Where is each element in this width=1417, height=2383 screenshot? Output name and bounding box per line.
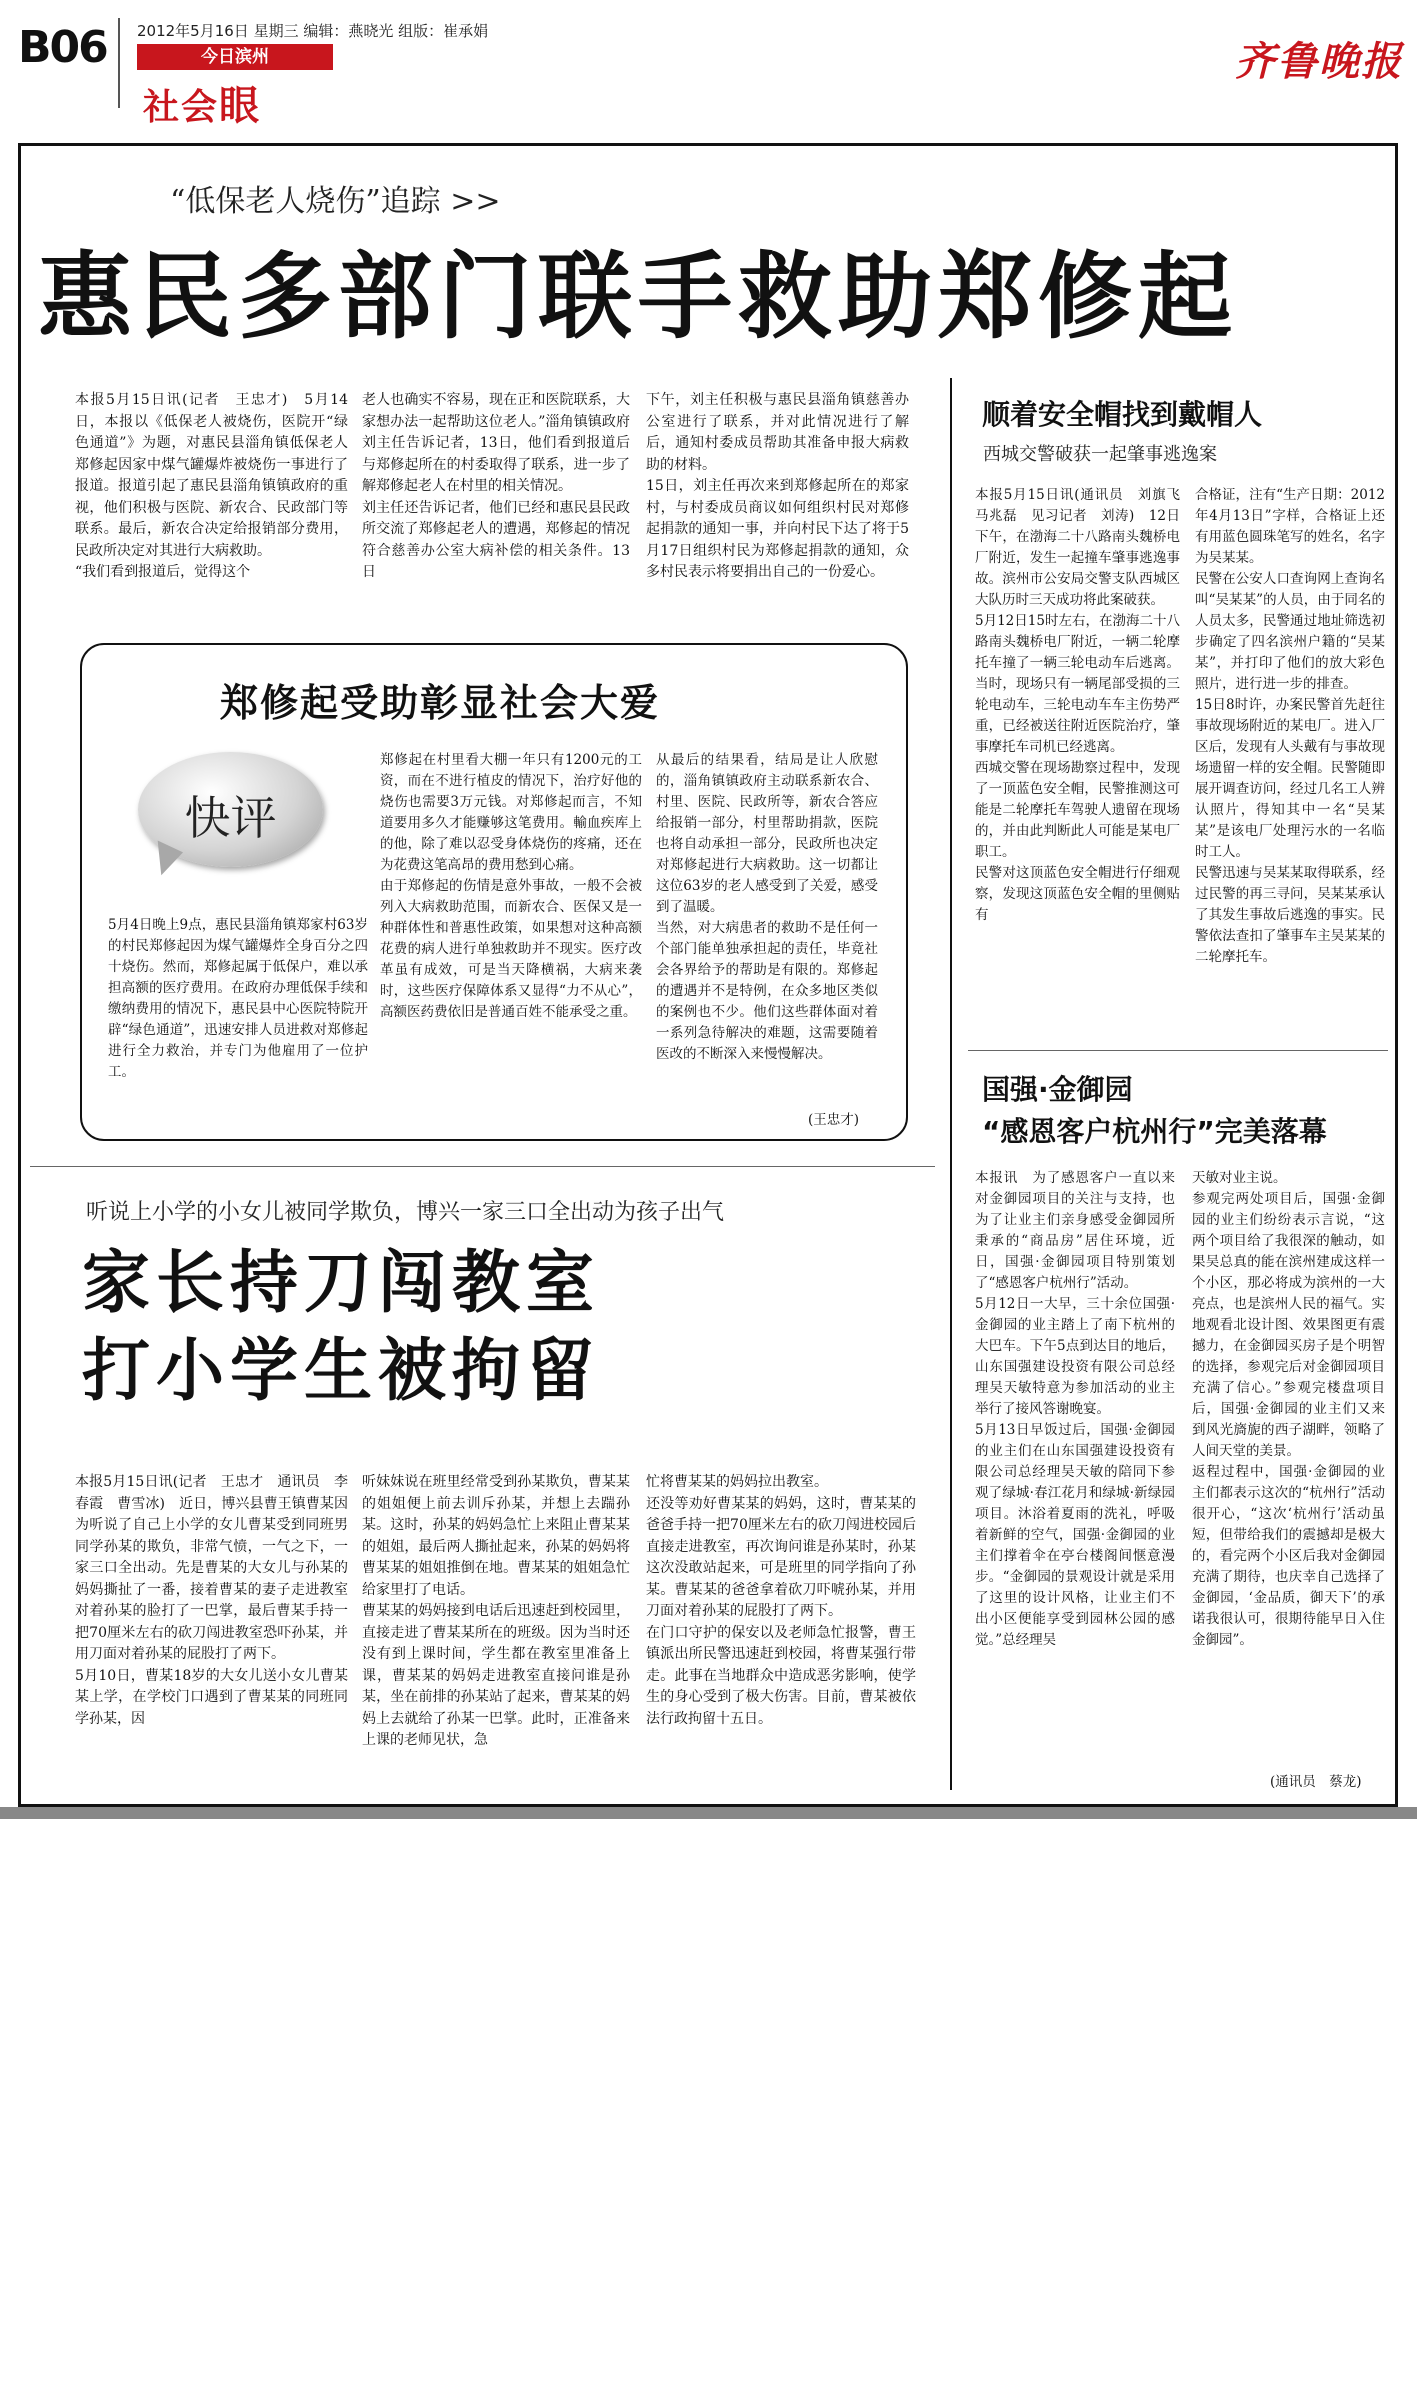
article3-col2: 合格证，注有“生产日期：2012年4月13日”字样，合格证上还有用蓝色圆珠笔写的姓名，名字为吴某某。 民警在公安人口查询网上查询名叫“吴某某”的人员，由于同名的人员太多，民警通过地址筛选初步确定了四名滨州户籍的“吴某某”，并打印了他们的放大彩色照片，进行进一步的排查。 15日8时许，办案民警首先赶往事故现场附近的某电厂。进入厂区后，发现有人头戴有与事故现场遗留一样的安全帽。民警随即展开调查访问，经过几名工人辨认照片，得知其中一名“吴某某”是该电厂处理污水的一名临时工人。 民警迅速与吴某某取得联系，经过民警的再三寻问，吴某某承认了其发生事故后逃逸的事实。民警依法查扣了肇事车主吴某某的二轮摩托车。 <box>1195 487 1385 965</box>
issue-meta: 2012年5月16日 星期三 编辑：燕晓光 组版：崔承娟 <box>137 22 489 40</box>
commentary-bubble-label: 快评 <box>184 791 277 845</box>
article1-col2: 老人也确实不容易，现在正和医院联系，大家想办法一起帮助这位老人。”淄角镇镇政府刘主任告诉记者，13日，他们看到报道后与郑修起所在的村委取得了联系，进一步了解郑修起老人在村里的相关情况。 刘主任还告诉记者，他们已经和惠民县民政所交流了郑修起老人的遭遇，郑修起的情况符合慈善办公室大病补偿的相关条件。13日 <box>362 392 630 580</box>
commentary-byline: (王忠才) <box>808 1112 860 1128</box>
article4-headline-line1: 国强·金御园 <box>982 1073 1133 1106</box>
article3-headline: 顺着安全帽找到戴帽人 <box>982 398 1263 431</box>
article2-headline-line2: 打小学生被拘留 <box>82 1332 601 1411</box>
section-title-a: 社会 <box>143 87 220 128</box>
commentary-col3: 从最后的结果看，结局是让人欣慰的，淄角镇镇政府主动联系新农合、村里、医院、民政所等，新农合答应给报销一部分，村里帮助捐款，医院也将自动承担一部分，民政所也决定对郑修起进行大病救助。这一切都让这位63岁的老人感受到了关爱，感受到了温暖。 当然，对大病患者的救助不是任何一个部门能单独承担起的责任，毕竟社会各界给予的帮助是有限的。郑修起的遭遇并不是特例，在众多地区类似的案例也不少。他们这些群体面对着一系列急待解决的难题，这需要随着医改的不断深入来慢慢解决。 <box>656 752 878 1062</box>
commentary-col1: 5月4日晚上9点，惠民县淄角镇郑家村63岁的村民郑修起因为煤气罐爆炸全身百分之四十烧伤。然而，郑修起属于低保户，难以承担高额的医疗费用。在政府办理低保手续和缴纳费用的情况下，惠民县中心医院特院开辟“绿色通道”，迅速安排人员进救对郑修起进行全力救治，并专门为他雇用了一位护工。 <box>108 917 368 1080</box>
column-divider <box>950 378 952 1790</box>
article4-byline: (通讯员 蔡龙) <box>1270 1774 1362 1790</box>
masthead-divider <box>118 18 120 108</box>
commentary-title: 郑修起受助彰显社会大爱 <box>220 681 661 725</box>
article1-headline: 惠民多部门联手救助郑修起 <box>38 243 1239 352</box>
article4-headline-line2: “感恩客户杭州行”完美落幕 <box>982 1115 1327 1148</box>
newspaper-logo: 齐鲁晚报 <box>1235 38 1403 85</box>
article1-kicker: “低保老人烧伤”追踪 >> <box>170 184 501 219</box>
article2-headline-line1: 家长持刀闯教室 <box>82 1244 601 1323</box>
article2-kicker: 听说上小学的小女儿被同学欺负，博兴一家三口全出动为孩子出气 <box>86 1200 725 1225</box>
article4-col1: 本报讯 为了感恩客户一直以来对金御园项目的关注与支持，也为了让业主们亲身感受金御园所秉承的“商品房”居住环境，近日，国强·金御园项目特别策划了“感恩客户杭州行”活动。 5月12日一大早，三十余位国强·金御园的业主踏上了南下杭州的大巴车。下午5点到达目的地后，山东国强建设投资有限公司总经理吴天敏特意为参加活动的业主举行了接风答谢晚宴。 5月13日早饭过后，国强·金御园的业主们在山东国强建设投资有限公司总经理吴天敏的陪同下参观了绿城·春江花月和绿城·新绿园项目。沐浴着夏雨的洗礼，呼吸着新鲜的空气，国强·金御园的业主们撑着伞在亭台楼阁间惬意漫步。“金御园的景观设计就是采用了这里的设计风格，让业主们不出小区便能享受到园林公园的感觉。”总经理吴 <box>975 1170 1175 1648</box>
commentary-col2: 郑修起在村里看大棚一年只有1200元的工资，而在不进行植皮的情况下，治疗好他的烧伤也需要3万元钱。对郑修起而言，不知道要用多久才能赚够这笔费用。輸血疾库上的他，除了难以忍受身体烧伤的疼痛，还在为花费这笔高昂的费用愁到心痛。 由于郑修起的伤情是意外事故，一般不会被列入大病救助范围，而新农合、医保又是一种群体性和普惠性政策，如果想对这种高额花费的病人进行单独救助并不现实。医疗改革虽有成效，可是当天降横祸，大病来袭时，这些医疗保障体系又显得“力不从心”，高额医药费依旧是普通百姓不能承受之重。 <box>380 752 642 1020</box>
section-title-b: 眼 <box>219 83 262 129</box>
section-title <box>143 74 261 131</box>
edition-label: 今日滨州 <box>137 44 333 70</box>
page-number: B06 <box>18 22 107 73</box>
bottom-band <box>0 1807 1417 1819</box>
article1-col3: 下午，刘主任积极与惠民县淄角镇慈善办公室进行了联系，并对此情况进行了解后，通知村委成员帮助其准备申报大病救助的材料。 15日，刘主任再次来到郑修起所在的郑家村，与村委成员商议如何组织村民对郑修起捐款的通知一事，并向村民下达了将于5月17日组织村民为郑修起捐款的通知，众多村民表示将要捐出自己的一份爱心。 <box>646 392 909 580</box>
article2-col3: 忙将曹某某的妈妈拉出教室。 还没等劝好曹某某的妈妈，这时，曹某某的爸爸手持一把70厘米左右的砍刀闯进校园后直接走进教室，再次询问谁是孙某时，孙某这次没敢站起来，可是班里的同学指向了孙某。曹某某的爸爸拿着砍刀吓唬孙某，并用刀面对着孙某的屁股打了两下。 在门口守护的保安以及老师急忙报警，曹王镇派出所民警迅速赶到校园，将曹某强行带走。此事在当地群众中造成恶劣影响，使学生的身心受到了极大伤害。目前，曹某被依法行政拘留十五日。 <box>646 1474 916 1727</box>
right-separator <box>968 1050 1388 1051</box>
article1-col1: 本报5月15日讯(记者 王忠才) 5月14日，本报以《低保老人被烧伤，医院开“绿色通道”》为题，对惠民县淄角镇低保老人郑修起因家中煤气罐爆炸被烧伤一事进行了报道。报道引起了惠民县淄角镇镇政府的重视，他们积极与医院、新农合、民政部门等联系。最后，新农合决定给报销部分费用，民政所决定对其进行大病救助。 “我们看到报道后，觉得这个 <box>75 392 348 580</box>
article2-col2: 听妹妹说在班里经常受到孙某欺负，曹某某的姐姐便上前去训斥孙某，并想上去踹孙某。这时，孙某的妈妈急忙上来阻止曹某某的姐姐，最后两人撕扯起来，孙某的妈妈将曹某某的姐姐推倒在地。曹某某的姐姐急忙给家里打了电话。 曹某某的妈妈接到电话后迅速赶到校园里，直接走进了曹某某所在的班级。因为当时还没有到上课时间，学生都在教室里准备上课，曹某某的妈妈走进教室直接问谁是孙某，坐在前排的孙某站了起来，曹某某的妈妈上去就给了孙某一巴掌。此时，正准备来上课的老师见状，急 <box>362 1474 630 1748</box>
article2-col1: 本报5月15日讯(记者 王忠才 通讯员 李春霞 曹雪冰) 近日，博兴县曹王镇曹某因为听说了自己上小学的女儿曹某受到同班男同学孙某的欺负，非常气愤，一气之下，一家三口全出动。先是曹某的大女儿与孙某的妈妈撕扯了一番，接着曹某的妻子走进教室对着孙某的脸打了一巴掌，最后曹某手持一把70厘米左右的砍刀闯进教室恐吓孙某，并用刀面对着孙某的屁股打了两下。 5月10日，曹某18岁的大女儿送小女儿曹某某上学，在学校门口遇到了曹某某的同班同学孙某，因 <box>75 1474 348 1727</box>
article3-col1: 本报5月15日讯(通讯员 刘旗飞 马兆磊 见习记者 刘涛) 12日下午，在渤海二十八路南头魏桥电厂附近，发生一起撞车肇事逃逸事故。滨州市公安局交警支队西城区大队历时三天成功将此案破获。 5月12日15时左右，在渤海二十八路南头魏桥电厂附近，一辆二轮摩托车撞了一辆三轮电动车后逃离。当时，现场只有一辆尾部受损的三轮电动车，三轮电动车车主伤势严重，已经被送往附近医院治疗，肇事摩托车司机已经逃离。 西城交警在现场勘察过程中，发现了一顶蓝色安全帽，民警推测这可能是二轮摩托车驾驶人遗留在现场的，并由此判断此人可能是某电厂职工。 民警对这顶蓝色安全帽进行仔细观察，发现这顶蓝色安全帽的里侧贴有 <box>975 487 1180 923</box>
separator-line <box>30 1166 935 1167</box>
article4-col2: 天敏对业主说。 参观完两处项目后，国强·金御园的业主们纷纷表示言说，“这两个项目给了我很深的触动，如果吴总真的能在滨州建成这样一个小区，那必将成为滨州的一大亮点，也是滨州人民的福气。实地观看北设计图、效果图更有震撼力，在金御园买房子是个明智的选择，参观完后对金御园项目充满了信心。”参观完楼盘项目后，国强·金御园的业主们又来到风光旖旎的西子湖畔，领略了人间天堂的美景。 返程过程中，国强·金御园的业主们都表示这次的“杭州行”活动很开心，“这次‘杭州行’活动虽短，但带给我们的震撼却是极大的，看完两个小区后我对金御园充满了期待，也庆幸自己选择了金御园，‘金品质，御天下’的承诺我很认可，很期待能早日入住金御园”。 <box>1192 1170 1385 1648</box>
article3-subhead: 西城交警破获一起肇事逃逸案 <box>983 444 1217 465</box>
